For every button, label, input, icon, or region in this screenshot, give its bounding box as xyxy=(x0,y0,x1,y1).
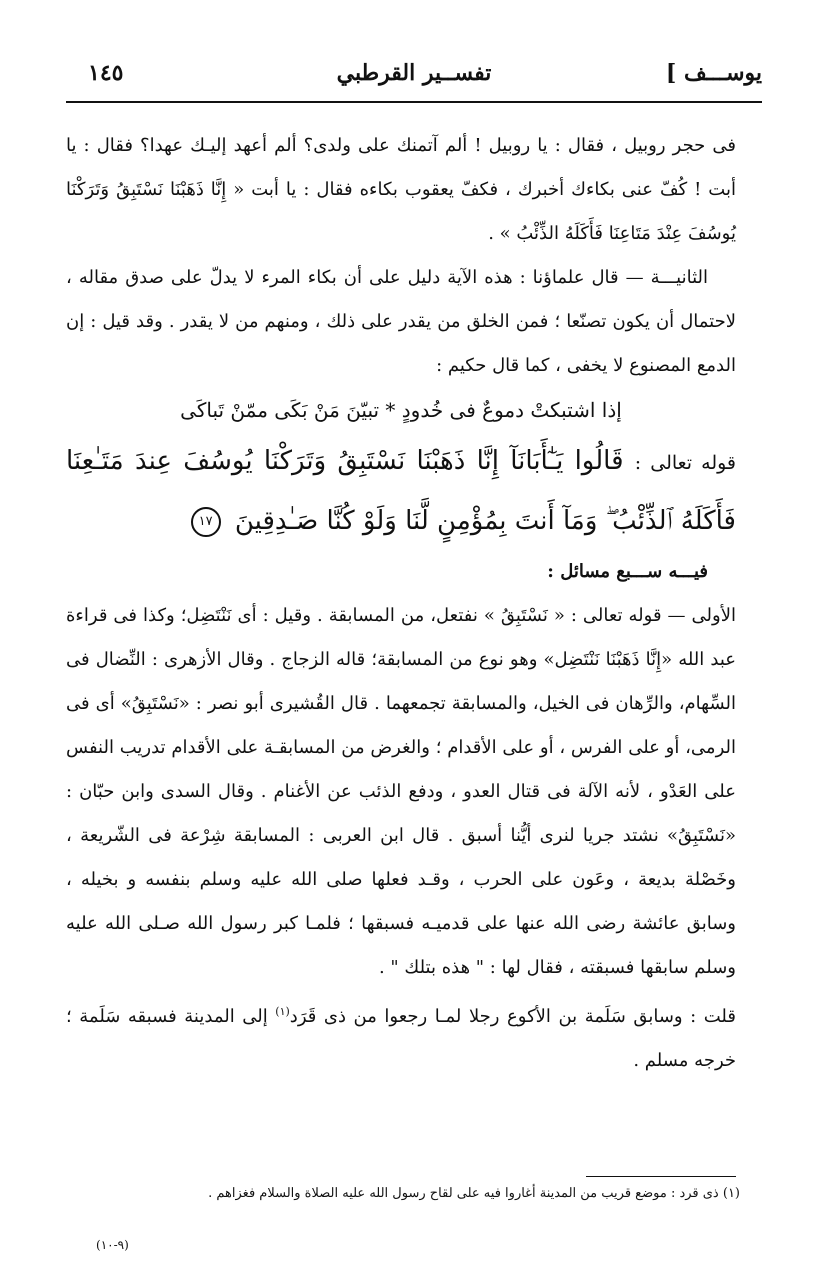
printer-signature: (٩-١٠) xyxy=(96,1238,129,1252)
poetry-verse: إذا اشتبكتْ دموعٌ فى خُدودٍ * تبيّنَ مَنْ بَكَى ممّنْ تَباكَى xyxy=(180,398,622,422)
footnote: (١) ذى قرد : موضع قريب من المدينة أغاروا فيه على لقاح رسول الله عليه الصلاة والسلام فغزاهم . xyxy=(208,1186,740,1201)
footnote-marker: (١) xyxy=(275,1005,290,1018)
page-number: ١٤٥ xyxy=(88,60,124,86)
verse-number: ١٧ xyxy=(191,507,221,537)
paragraph-4-part-b: إلى المدينة فسبقه سَلَمة ؛ خرجه مسلم . xyxy=(66,1006,736,1071)
section-heading: فيـــه ســـبع مسائل : xyxy=(547,561,708,582)
page-header xyxy=(66,56,762,100)
book-title: تفســير القرطبي xyxy=(336,60,492,86)
verse-lead: قوله تعالى : xyxy=(634,452,737,474)
paragraph-1: فى حجر روبيل ، فقال : يا روبيل ! ألم آتمنك على ولدى؟ ألم أعهد إليـك عهدا؟ فقال : يا أبت ! كُفّ عنى بكاءك أخبرك ، فكفّ يعقوب بكاءه فقال : يا أبت « إِنَّا ذَهَبْنَا نَسْتَبِقُ وَتَرَكْنَا يُوسُفَ عِنْدَ مَتَاعِنَا فَأَكَلَهُ الذِّئْبُ » . xyxy=(66,135,736,244)
paragraph-4-part-a: قلت : وسابق سَلَمة بن الأكوع رجلا لمـا رجعوا من ذى قَرَد xyxy=(289,1006,736,1027)
footnote-rule xyxy=(586,1176,736,1177)
quran-verse xyxy=(66,432,736,550)
paragraph-4 xyxy=(66,990,736,1083)
header-rule xyxy=(66,101,762,103)
verse-text: قَالُوا يَـٰٓأَبَانَآ إِنَّا ذَهَبْنَا نَسْتَبِقُ وَتَرَكْنَا يُوسُفَ عِندَ مَتَـٰعِنَا فَأَكَلَهُ ٱلذِّئْبُ ۖ وَمَآ أَنتَ بِمُؤْمِنٍ لَّنَا وَلَوْ كُنَّا صَـٰدِقِينَ xyxy=(66,446,736,536)
chapter-title: يوســـف ] xyxy=(665,60,762,86)
paragraph-3: الأولى — قوله تعالى : « نَسْتَبِقُ » نفتعل، من المسابقة . وقيل : أى نَنْتَضِل؛ وكذا فى قراءة عبد الله «إِنَّا ذَهَبْنَا نَنْتَضِل» وهو نوع من المسابقة؛ قاله الزجاج . وقال الأزهرى : النِّضال فى السِّهام، والرِّهان فى الخيل، والمسابقة تجمعهما . قال القُشيرى أبو نصر : «نَسْتَبِقُ» أى فى الرمى، أو على الفرس ، أو على الأقدام ؛ والغرض من المسابقـة على الأقدام تدريب النفس على العَدْو ، لأنه الآلة فى قتال العدو ، ودفع الذئب عن الأغنام . وقال السدى وابن حبّان : «نَسْتَبِقُ» نشتد جريا لنرى أيُّنا أسبق . قال ابن العربى : المسابقة شِرْعة فى الشّريعة ، وخَصْلة بديعة ، وعَون على الحرب ، وقـد فعلها صلى الله عليه وسلم بنفسه و بخيله ، وسابق عائشة رضى الله عنها على قدميـه فسبقها ؛ فلمـا كبر رسول الله صـلى الله عليه وسلم سابقها فسبقته ، فقال لها : " هذه بتلك " . xyxy=(66,605,736,978)
main-text xyxy=(66,124,736,1083)
paragraph-2: الثانيـــة — قال علماؤنا : هذه الآية دليل على أن بكاء المرء لا يدلّ على صدق مقاله ، لاحتمال أن يكون تصنّعا ؛ فمن الخلق من يقدر على ذلك ، ومنهم من لا يقدر . وقد قيل : إن الدمع المصنوع لا يخفى ، كما قال حكيم : xyxy=(66,267,736,376)
